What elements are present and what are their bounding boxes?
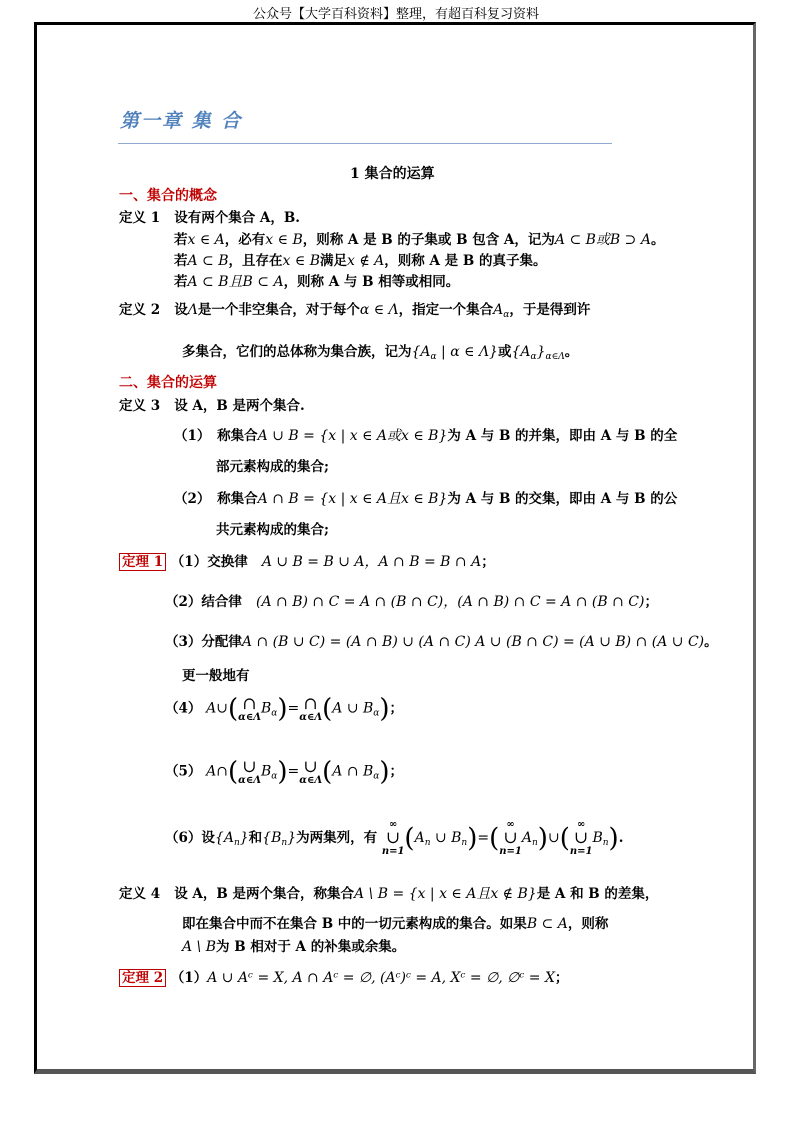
text: 。 [650,232,665,248]
math: B [260,763,272,780]
op-under: n=1 [569,846,593,857]
math: α ∈ Λ [359,302,399,318]
math: x ∈ B [282,253,320,269]
op-under: α∈Λ [299,774,323,786]
text: 是一个非空集合，对于每个 [197,302,360,318]
text: （1）交换律 [170,554,248,570]
thm1-line1: 定理 1 （1）交换律 A ∪ B = B ∪ A，A ∩ B = B ∩ A； [119,550,495,571]
def3-item1 [174,424,677,445]
def1-line1 [119,206,300,226]
math: A ⊂ B或B ⊃ A [554,232,651,248]
op-under: α∈Λ [238,711,261,723]
thm2-line1 [119,966,568,986]
def4-line3 [182,935,405,955]
text: 若 [174,232,188,248]
def2-line1 [119,298,590,320]
text: 若 [174,274,188,290]
text: （1） [170,970,208,986]
text: 设 A，B 是两个集合，称集合 [174,886,354,902]
math-sub: α [430,352,437,362]
text: ，且存在 [228,253,283,269]
math: {A [411,344,431,360]
text: 和 [248,830,263,846]
thm1-label: 定理 1 [119,553,166,571]
math-sub: α∈Λ [545,352,565,362]
op-under: n=1 [381,846,405,857]
math: x ∉ A [346,253,385,269]
math: A ∩ (B ∪ C) = (A ∩ B) ∪ (A ∩ C) A ∪ (B ∩ C) = (A ∪ B) ∩ (A ∪ C) [241,634,705,650]
text: 或 [497,344,512,360]
text: （2）结合律 [165,594,242,610]
op-under: α∈Λ [299,711,323,723]
math: A [206,763,217,780]
thm1-line5: （5） A∩( ∪ α∈Λ $B_\alpha)=$ ∪ α∈Λ (A ∩ $B_\alpha$)； [165,756,404,787]
math: B [271,830,282,846]
text: 为两集列，有 [296,830,378,846]
math-sub: α [530,352,537,362]
math: x ∈ B [265,232,303,248]
def1-line3 [174,249,546,269]
text: 满足 [319,253,347,269]
text: 设 [174,302,188,318]
math: | α ∈ Λ} [436,344,498,360]
text: ，指定一个集合 [398,302,494,318]
math: A ∪ B [332,700,374,717]
math: ∪ [547,830,560,846]
part2-heading: 二、集合的运算 [119,375,217,391]
text: 为 A 与 B 的交集，即由 A 与 B 的公 [447,491,678,507]
part1-heading: 一、集合的概念 [119,188,217,204]
op-over: ∞ [388,819,398,830]
text: ，则称 [567,916,609,932]
op-under: n=1 [499,846,522,857]
def1-line4 [174,270,459,291]
math: Λ [187,302,198,318]
def3-line1 [119,394,305,414]
math: A ∩ B = {x | x ∈ A且x ∈ B} [257,491,448,507]
thm1-line2: （2）结合律 (A ∩ B) ∩ C = A ∩ (B ∩ C)，(A ∩ B) ∩ C = A ∩ (B ∩ C)； [165,594,658,610]
text: 。 [564,344,579,360]
def3-item2-cont: 共元素构成的集合; [216,522,329,538]
def4-line1 [119,882,658,903]
op: ∩ [242,693,257,714]
math: A \ B = {x | x ∈ A且x ∉ B} [354,886,537,902]
thm1-general: 更一般地有 [182,668,250,684]
math: A ⊂ B且B ⊂ A [187,274,284,290]
def4-label: 定义 4 [119,886,161,902]
def3-item2 [174,487,677,508]
op: ∪ [303,756,318,777]
math: A ∪ B = {x | x ∈ A或x ∈ B} [257,428,448,444]
thm1-line6: （6）设$\{A_n\}$和$\{B_n\}$为两集列，有 ∞ ∪ n=1 ($A_n$ ∪ $B_n)=$( ∞ ∪ n=1 $A_n)\cup$( ∞ ∪ n=1 $B_n$). [165,819,624,857]
def2-label: 定义 2 [119,302,161,318]
text: ； [554,970,569,986]
text: ，则称 A 是 B 的真子集。 [384,253,547,269]
op: ∪ [385,828,401,848]
def1-line2 [174,228,664,249]
math: ∪ [216,700,228,717]
math: A [206,700,217,717]
thm1-line3: （3）分配律A ∩ (B ∪ C) = (A ∩ B) ∪ (A ∩ C) A ∪ (B ∩ C) = (A ∪ B) ∩ (A ∪ C)。 [165,634,718,650]
math-sub: α [503,310,510,320]
thm2-label: 定理 2 [119,969,166,987]
op: ∪ [574,828,589,848]
def3-label: 定义 3 [119,398,161,414]
op-under: α∈Λ [238,774,261,786]
math: A ∪ Aᶜ = X, A ∩ Aᶜ = ∅, (Aᶜ)ᶜ = A, Xᶜ = ∅, ∅ᶜ = X [207,970,555,986]
math: A [223,830,234,846]
def3-item1-cont: 部元素构成的集合; [216,459,329,475]
op: ∪ [242,756,257,777]
def1-text: 设有两个集合 A，B. [174,210,300,226]
op: ∪ [503,828,518,848]
math: } [536,344,546,360]
def2-line2 [182,340,578,362]
text: （3）分配律 [165,634,242,650]
op: ∩ [303,693,318,714]
math: B ⊂ A [526,916,568,932]
op-over: ∞ [506,819,515,830]
page-header: 公众号【大学百科资料】整理，有超百科复习资料 [252,7,539,22]
text: ，于是得到许 [509,302,591,318]
text: 设 A，B 是两个集合. [174,398,305,414]
title-divider [118,143,612,144]
label: （6）设 [165,830,215,846]
math: A ⊂ B [187,253,229,269]
text: 多集合，它们的总体称为集合族，记为 [182,344,412,360]
math: x ∈ A [187,232,225,248]
text: 是 A 和 B 的差集， [536,886,659,902]
math: A ∪ B = B ∪ A，A ∩ B = B ∩ A [261,554,482,570]
op-over: ∞ [576,819,586,830]
math: B [260,700,272,717]
thm1-line4: （4） A∪( ∩ α∈Λ $B_\alpha)=$ ∩ α∈Λ (A ∪ $B_\alpha$)； [165,693,404,724]
math: A \ B [182,939,217,955]
text: ，则称 A 是 B 的子集或 B 包含 A，记为 [302,232,555,248]
text: 若 [174,253,188,269]
def1-label: 定义 1 [119,210,161,226]
text: ，必有 [224,232,266,248]
math: A [493,302,504,318]
math: ∩ [216,763,228,780]
math: {A [511,344,531,360]
label: （5） [165,763,202,780]
text: 即在集合中而不在集合 B 中的一切元素构成的集合。如果 [182,916,527,932]
def4-line2 [182,912,608,932]
section-title: 1 集合的运算 [350,166,435,182]
chapter-title: 第一章 集 合 [120,110,243,132]
text: （2） 称集合 [174,491,258,507]
label: （4） [165,700,202,717]
math: (A ∩ B) ∩ C = A ∩ (B ∩ C)，(A ∩ B) ∩ C = A ∩ (B ∩ C) [256,594,645,610]
text: （1） 称集合 [174,428,258,444]
text: 为 A 与 B 的并集，即由 A 与 B 的全 [447,428,678,444]
text: ，则称 A 与 B 相等或相同。 [283,274,460,290]
text: 为 B 相对于 A 的补集或余集。 [216,939,406,955]
